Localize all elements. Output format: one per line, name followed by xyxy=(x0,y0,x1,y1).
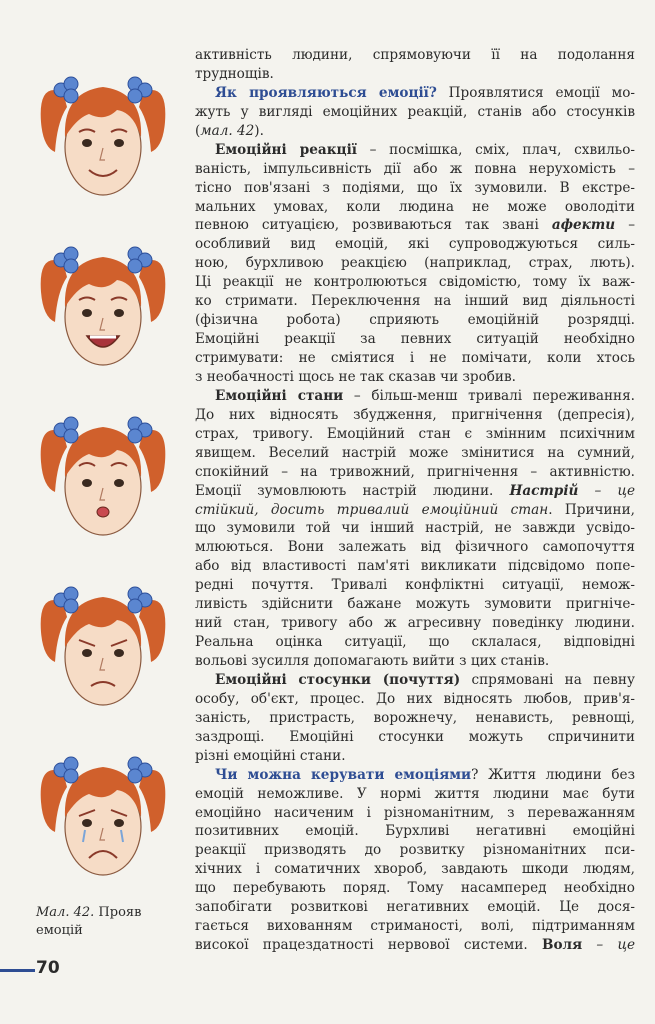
face-cry-illustration xyxy=(33,732,173,882)
text-segment: реакції призводять до розвитку різноманітних пси- xyxy=(195,842,635,859)
text-line xyxy=(195,728,635,747)
text-segment: особу, об'єкт, процес. До них відносять любов, прив'я- xyxy=(195,690,635,707)
text-segment: редні почуття. Тривалі конфліктні ситуації, немож- xyxy=(195,577,635,594)
text-segment: Емоції зумовлюють настрій людини. xyxy=(195,482,510,499)
emphasis-term: Настрій xyxy=(509,482,579,499)
text-segment: ний стан, тривогу або ж агресивну поведінку людини. xyxy=(195,615,635,632)
emphasis-term: – це xyxy=(578,482,635,499)
text-line xyxy=(195,216,635,235)
text-segment: Проявлятися емоції мо- xyxy=(436,84,635,101)
text-segment: ваність, імпульсивність дії або ж повна нерухомість – xyxy=(195,160,635,177)
text-segment: труднощів. xyxy=(195,65,274,82)
face-frown-illustration xyxy=(33,562,173,712)
text-segment: ). xyxy=(254,122,264,139)
text-line xyxy=(195,576,635,595)
text-segment: страх, тривогу. Емоційний стан є змінним психічним xyxy=(195,425,635,442)
text-line xyxy=(195,482,635,501)
text-line xyxy=(195,936,635,955)
text-segment: тісно пов'язані з подіями, що їх зумовили. В екстре- xyxy=(195,179,635,196)
text-segment: Емоційні реакції за певних ситуацій необхідно xyxy=(195,331,635,348)
text-line xyxy=(195,519,635,538)
text-line xyxy=(195,311,635,330)
text-segment: . Причини, xyxy=(548,501,635,518)
text-line xyxy=(195,595,635,614)
text-segment: спрямовані на певну xyxy=(460,671,635,688)
text-segment: позитивних емоцій. Бурхливі негативні емоційні xyxy=(195,823,635,840)
text-segment: особливий вид емоцій, які супроводжуються силь- xyxy=(195,236,635,253)
text-line xyxy=(195,387,635,406)
text-line xyxy=(195,538,635,557)
page-number: 70 xyxy=(36,958,60,978)
text-segment: Ці реакції не контролюються свідомістю, тому їх важ- xyxy=(195,274,635,291)
text-segment: запобігати розвиткові негативних емоцій. Це дося- xyxy=(195,899,635,916)
text-segment: що перебувають поряд. Тому насамперед необхідно xyxy=(195,880,635,897)
text-line xyxy=(195,368,635,387)
emphasis-term: Емоційні стани xyxy=(215,387,344,404)
text-line xyxy=(195,898,635,917)
figure-caption-text: Прояв емоцій xyxy=(36,905,142,938)
text-segment: – xyxy=(615,217,636,234)
text-segment: – більш-менш тривалі переживання. xyxy=(343,387,635,404)
text-line xyxy=(195,406,635,425)
text-line xyxy=(195,917,635,936)
text-line xyxy=(195,160,635,179)
section-heading: Чи можна керувати емоціями xyxy=(215,766,472,783)
text-line xyxy=(195,709,635,728)
text-segment: активність людини, спрямовуючи її на подолання xyxy=(195,47,635,63)
emphasis-term: – це xyxy=(582,937,635,954)
text-segment: що зумовили той чи інший настрій, не завжди усвідо- xyxy=(195,520,635,537)
emphasis-term: Емоційні реакції xyxy=(215,141,357,158)
text-line xyxy=(195,652,635,671)
text-line xyxy=(195,860,635,879)
emphasis-term: стійкий, досить тривалий емоційний стан xyxy=(195,501,549,518)
text-line xyxy=(195,65,635,84)
face-surprise-illustration xyxy=(33,392,173,542)
text-line xyxy=(195,879,635,898)
text-segment: (фізична робота) сприяють емоційній розрядці. xyxy=(195,312,635,329)
text-segment: ( xyxy=(195,122,201,139)
text-line xyxy=(195,292,635,311)
text-segment: емоцій неможливе. У нормі життя людини має бути xyxy=(195,785,635,802)
text-line xyxy=(195,633,635,652)
text-segment: – посмішка, сміх, плач, схвильо- xyxy=(356,141,635,158)
text-line xyxy=(195,785,635,804)
emphasis-term: афекти xyxy=(551,217,616,234)
text-line xyxy=(195,179,635,198)
text-segment: різні емоційні стани. xyxy=(195,747,346,764)
text-segment: спокійний – на тривожний, пригнічення – активністю. xyxy=(195,463,635,480)
text-segment: Реальна оцінка ситуації, що склалася, відповідні xyxy=(195,634,635,651)
text-line xyxy=(195,103,635,122)
text-segment: ливість здійснити бажане можуть зумовити пригніче- xyxy=(195,596,635,613)
text-line xyxy=(195,425,635,444)
text-segment: високої працездатності нервової системи. xyxy=(195,937,542,954)
text-segment: певною ситуацією, розвиваються так звані xyxy=(195,217,552,234)
emphasis-term: Емоційні стосунки (почуття) xyxy=(215,671,461,688)
text-line xyxy=(195,766,635,785)
page-number-rule xyxy=(0,969,35,972)
text-line xyxy=(195,822,635,841)
text-line xyxy=(195,330,635,349)
text-segment: заність, пристрасть, ворожнечу, ненависть, ревнощі, xyxy=(195,709,635,726)
text-line xyxy=(195,235,635,254)
text-segment: млюються. Вони залежать від фізичного самопочуття xyxy=(195,539,635,556)
figure-label: Мал. 42. xyxy=(36,905,95,920)
emphasis-term: мал. 42 xyxy=(200,122,255,139)
text-segment: з необачності щось не так сказав чи зробив. xyxy=(195,368,516,385)
text-segment: або від властивості пам'яті викликати підсвідомо попе- xyxy=(195,558,635,575)
text-line xyxy=(195,122,635,141)
text-segment: явищем. Веселий настрій може змінитися на сумний, xyxy=(195,444,635,461)
text-segment: гається вихованням стриманості, волі, підтриманням xyxy=(195,918,635,935)
text-segment: жуть у вигляді емоційних реакцій, станів або стосунків xyxy=(195,103,635,120)
text-line xyxy=(195,804,635,823)
face-smile-illustration xyxy=(33,52,173,202)
body-text xyxy=(195,46,635,955)
text-line xyxy=(195,84,635,103)
text-line xyxy=(195,671,635,690)
text-segment: стримувати: не сміятися і не помічати, коли хтось xyxy=(195,350,635,366)
text-segment: ? Життя людини без xyxy=(471,766,635,783)
text-line xyxy=(195,273,635,292)
text-line xyxy=(195,614,635,633)
figure-caption xyxy=(36,904,176,940)
text-segment: вольові зусилля допомагають вийти з цих станів. xyxy=(195,653,550,669)
section-heading: Як проявляються емоції? xyxy=(215,84,437,101)
text-line xyxy=(195,444,635,463)
text-line xyxy=(195,463,635,482)
text-line xyxy=(195,141,635,160)
text-line xyxy=(195,557,635,576)
text-line xyxy=(195,690,635,709)
text-segment: ко стримати. Переключення на інший вид діяльності xyxy=(195,293,635,310)
text-segment: емоційно насиченим і різноманітним, з переважанням xyxy=(195,804,635,821)
text-segment: ною, бурхливою реакцією (наприклад, страх, лють). xyxy=(195,255,635,272)
text-line xyxy=(195,501,635,520)
emphasis-term: Воля xyxy=(541,937,583,954)
text-segment: заздрощі. Емоційні стосунки можуть спричинити xyxy=(195,728,635,745)
text-segment: хічних і соматичних хвороб, завдають шкоди людям, xyxy=(195,861,635,878)
text-line xyxy=(195,841,635,860)
text-segment: мальних умовах, коли людина не може оволодіти xyxy=(195,198,635,215)
text-segment: До них відносять збудження, пригнічення (депресія), xyxy=(195,406,635,423)
text-line xyxy=(195,747,635,766)
text-line xyxy=(195,349,635,368)
text-line xyxy=(195,198,635,217)
face-laugh-illustration xyxy=(33,222,173,372)
text-line xyxy=(195,254,635,273)
text-line xyxy=(195,46,635,65)
